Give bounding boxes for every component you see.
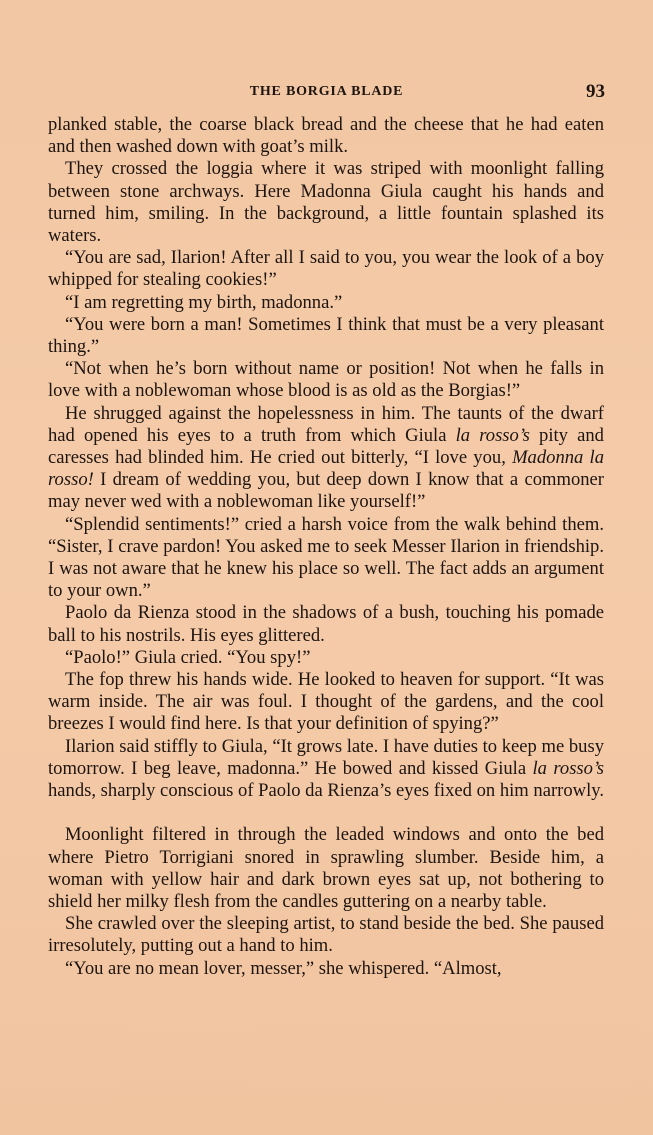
- text-run: “I am regretting my birth, madonna.”: [65, 291, 343, 313]
- text-run: “You are sad, Ilarion! After all I said to you, you wear the look of a boy whipped for stealing cookies!”: [48, 247, 604, 291]
- body-text: [48, 114, 604, 980]
- paragraph: [48, 514, 604, 603]
- text-run: Paolo da Rienza stood in the shadows of a bush, touching his pomade ball to his nostrils. His eyes glittered.: [48, 602, 604, 646]
- text-run: “Not when he’s born without name or position! Not when he falls in love with a noblewoman whose blood is as old as the Borgias!”: [48, 358, 604, 402]
- text-run: hands, sharply conscious of Paolo da Rienza’s eyes fixed on him narrowly.: [48, 780, 604, 802]
- text-run: pity and caresses had blinded him. He cried out bitterly, “I love you,: [48, 424, 604, 469]
- text-run: He shrugged against the hopelessness in him. The taunts of the dwarf had opened his eyes to a truth from which Giula: [48, 402, 604, 446]
- paragraph: [48, 114, 604, 158]
- running-title: THE BORGIA BLADE: [249, 84, 404, 99]
- paragraph: [48, 958, 604, 980]
- paragraph: [48, 247, 604, 291]
- text-run: planked stable, the coarse black bread and the cheese that he had eaten and then washed down with goat’s milk.: [48, 114, 604, 158]
- italic-text: Madonna la rosso!: [48, 447, 604, 491]
- italic-text: la rosso’s: [532, 757, 604, 779]
- paragraph: [48, 314, 604, 358]
- text-run: “You were born a man! Sometimes I think that must be a very pleasant thing.”: [48, 313, 604, 358]
- text-run: The fop threw his hands wide. He looked to heaven for support. “It was warm inside. The air was foul. I thought of the gardens, and the cool breezes I would find here. Is that your definition of spying?”: [48, 669, 604, 735]
- paragraph: [48, 824, 604, 913]
- running-head: [48, 81, 605, 106]
- text-run: She crawled over the sleeping artist, to stand beside the bed. She paused irresolutely, putting out a hand to him.: [48, 913, 604, 957]
- paragraph: [48, 913, 604, 957]
- paragraph: [48, 669, 604, 736]
- paragraph: [48, 358, 604, 402]
- paragraph: [48, 602, 604, 646]
- text-run: I dream of wedding you, but deep down I know that a commoner may never wed with a noblewoman like yourself!”: [48, 469, 604, 513]
- text-run: Ilarion said stiffly to Giula, “It grows late. I have duties to keep me busy tomorrow. I beg leave, madonna.” He bowed and kissed Giula: [48, 735, 604, 779]
- paragraph: [48, 647, 604, 669]
- text-run: They crossed the loggia where it was striped with moonlight falling between stone archways. Here Madonna Giula caught his hands and turned him, smiling. In the background, a little fountain splashed its waters.: [48, 158, 604, 247]
- page-number: 93: [586, 81, 605, 102]
- text-run: “Splendid sentiments!” cried a harsh voice from the walk behind them. “Sister, I crave pardon! You asked me to seek Messer Ilarion in friendship. I was not aware that he knew his place so well. The fact adds an argument to your own.”: [48, 513, 604, 602]
- italic-text: la rosso’s: [455, 424, 530, 446]
- text-run: “You are no mean lover, messer,” she whispered. “Almost,: [65, 957, 502, 979]
- paragraph: [48, 292, 604, 314]
- paragraph: [48, 158, 604, 247]
- paragraph: [48, 403, 604, 514]
- text-run: “Paolo!” Giula cried. “You spy!”: [65, 646, 311, 668]
- text-run: Moonlight filtered in through the leaded windows and onto the bed where Pietro Torrigiani snored in sprawling slumber. Beside him, a woman with yellow hair and dark brown eyes sat up, not bothering to shield her milky flesh from the candles guttering on a nearby table.: [48, 824, 604, 912]
- paragraph: [48, 736, 604, 803]
